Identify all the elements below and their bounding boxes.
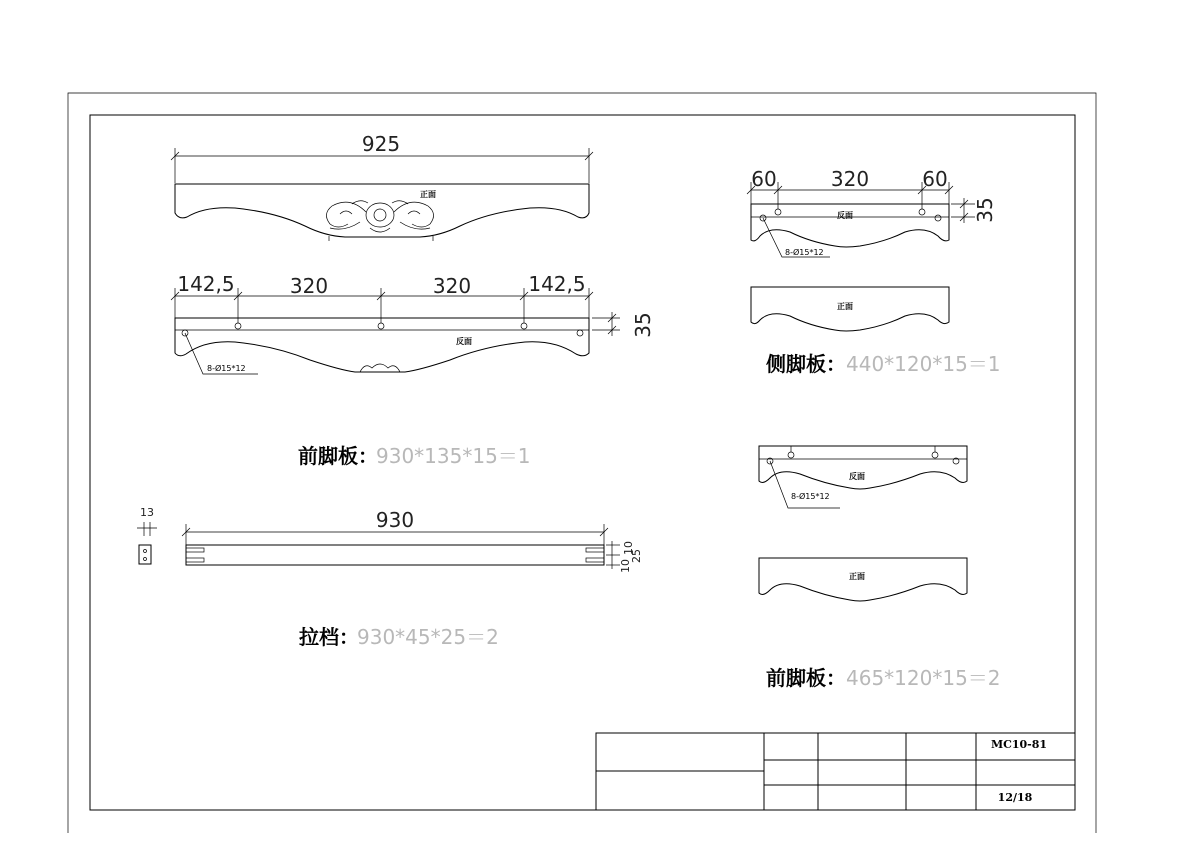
- rail-view: [137, 506, 643, 573]
- side-panel-back-view: [747, 167, 997, 257]
- hole-note: 8-Ø15*12: [207, 364, 246, 373]
- dim-35: 35: [631, 312, 655, 338]
- front-panel-small-back-view: [759, 446, 967, 508]
- dim-320-left: 320: [289, 274, 329, 298]
- side-panel-title-text: 侧脚板：: [766, 352, 846, 376]
- dim-320-side: 320: [830, 167, 870, 191]
- dim-320-right: 320: [432, 274, 472, 298]
- dim-925: 925: [361, 132, 401, 156]
- dim-142-5-right: 142,5: [528, 272, 586, 296]
- sheet-number: 12/18: [997, 791, 1033, 804]
- front-panel-title-text: 前脚板：: [298, 444, 378, 468]
- front-panel-title: [298, 444, 531, 468]
- dim-13: 13: [140, 506, 154, 519]
- dim-142-5-left: 142,5: [177, 272, 235, 296]
- dim-930-rail: 930: [375, 508, 415, 532]
- side-label-back: 反面: [837, 211, 853, 220]
- dim-60-left: 60: [751, 167, 777, 191]
- rail-title-text: 拉档：: [299, 625, 359, 649]
- dim-10-bottom: 10: [619, 559, 632, 573]
- front-panel-small-title: [766, 666, 1001, 690]
- drawing-number: MC10-81: [990, 738, 1048, 751]
- dim-10-top: 10: [622, 541, 635, 555]
- dim-60-right: 60: [922, 167, 948, 191]
- side-panel-face-view: [751, 287, 949, 331]
- small-label-back: 反面: [849, 472, 865, 481]
- rail-title: [299, 625, 499, 649]
- dowel-holes: [182, 318, 583, 336]
- label-back: 反面: [456, 337, 472, 346]
- rail-spec: 930*45*25＝2: [357, 625, 499, 649]
- front-panel-spec: 930*135*15＝1: [376, 444, 531, 468]
- dim-35-side: 35: [973, 197, 997, 223]
- small-spec: 465*120*15＝2: [846, 666, 1001, 690]
- front-panel-back-view: [171, 272, 655, 374]
- side-panel-title: [766, 352, 1001, 376]
- side-hole-note: 8-Ø15*12: [785, 248, 824, 257]
- front-panel-small-face-view: [759, 558, 967, 601]
- small-hole-note: 8-Ø15*12: [791, 492, 830, 501]
- inner-frame: [90, 115, 1075, 810]
- small-label-face: 正面: [849, 572, 865, 581]
- side-panel-spec: 440*120*15＝1: [846, 352, 1001, 376]
- carved-ornament: [326, 201, 433, 232]
- side-label-face: 正面: [837, 302, 853, 311]
- label-face: 正面: [420, 190, 436, 199]
- dim-25: 25: [630, 549, 643, 563]
- title-block: [596, 733, 1075, 810]
- front-panel-face-view: [171, 132, 593, 241]
- small-title-text: 前脚板：: [766, 666, 846, 690]
